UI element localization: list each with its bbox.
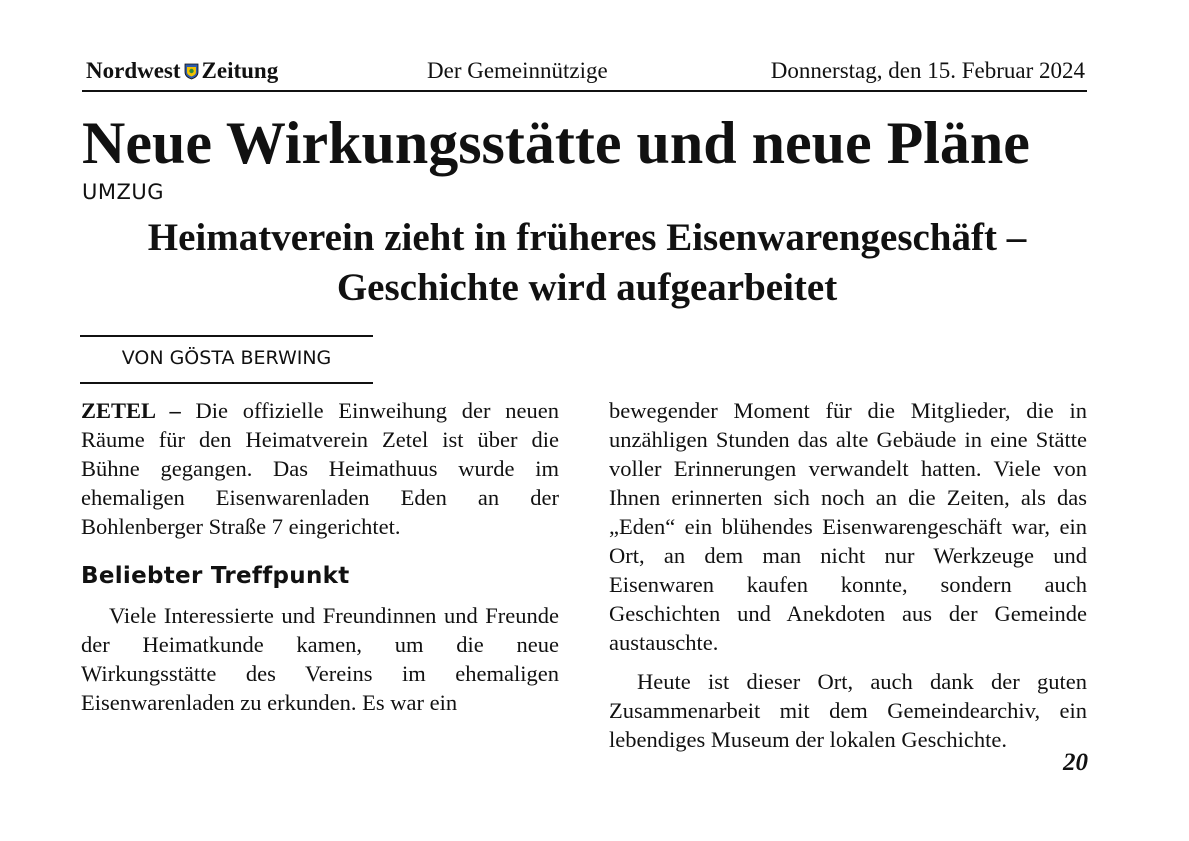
supplement-title: Der Gemeinnützige — [427, 58, 608, 83]
coat-of-arms-icon — [184, 60, 199, 77]
paragraph-2: Viele Interessierte und Freundinnen und Freunde der Heimatkunde kamen, um die neue Wirkungsstätte des Vereins im ehemaligen Eisenwarenladen zu erkunden. Es war ein — [81, 603, 559, 715]
paragraph-3: Heute ist dieser Ort, auch dank der guten Zusammenarbeit mit dem Gemeindearchiv, ein lebendiges Museum der lokalen Geschichte. — [609, 669, 1087, 752]
newspaper-header — [82, 56, 1087, 92]
paragraph-1-text: Die offizielle Einweihung der neuen Räume für den Heimatverein Zetel ist über die Bühne gegangen. Das Heimathuus wurde im ehemaligen Eisenwarenladen Eden an der Bohlenberger Straße 7 eingerichtet. — [81, 398, 560, 539]
byline-rule-top — [80, 335, 373, 337]
article-column-2 — [609, 396, 1087, 754]
byline: VON GÖSTA BERWING — [121, 347, 332, 369]
newspaper-name — [86, 58, 278, 84]
dateline: ZETEL – — [81, 398, 181, 423]
paragraph-intro — [81, 396, 559, 541]
headline: Neue Wirkungsstätte und neue Pläne — [82, 110, 1030, 176]
paragraph-2-continued: bewegender Moment für die Mitglieder, die in unzähligen Stunden das alte Gebäude in eine Stätte voller Erinnerungen verwandelt hatten. Viele von Ihnen erinnerten sich noch an die Zeiten, als das „Eden“ ein blühendes Eisenwarengeschäft war, ein Ort, an dem man nicht nur Werkzeuge und Eisenwaren kaufen konnte, sondern auch Geschichten und Anekdoten aus der Gemeinde austauschte. — [609, 398, 1087, 655]
section-heading: Beliebter Treffpunkt — [81, 563, 350, 589]
issue-date: Donnerstag, den 15. Februar 2024 — [770, 58, 1085, 83]
subheadline — [82, 213, 1092, 313]
subheadline-line-2: Geschichte wird aufgearbeitet — [336, 266, 838, 309]
paper-name-left: Nordwest — [86, 58, 181, 83]
subheadline-line-1: Heimatverein zieht in früheres Eisenwarengeschäft – — [147, 216, 1027, 259]
byline-rule-bottom — [80, 382, 373, 384]
paper-name-right: Zeitung — [201, 58, 279, 83]
kicker: UMZUG — [82, 180, 165, 204]
article-column-1 — [81, 396, 559, 717]
page-number: 20 — [1063, 749, 1088, 776]
